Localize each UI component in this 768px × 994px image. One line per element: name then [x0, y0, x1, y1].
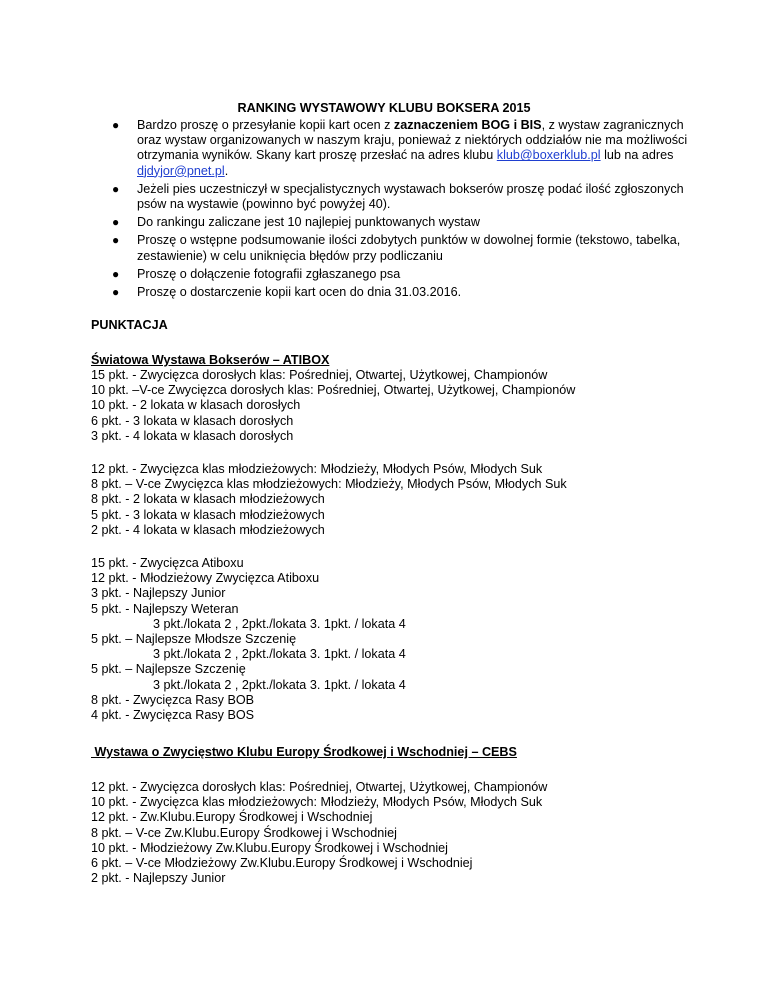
points-line: 6 pkt. – V-ce Młodzieżowy Zw.Klubu.Europy Środkowej i Wschodniej — [91, 856, 473, 871]
points-line: 10 pkt. –V-ce Zwycięzca dorosłych klas: Pośredniej, Otwartej, Użytkowej, Championów — [91, 383, 576, 398]
points-line: 8 pkt. - 2 lokata w klasach młodzieżowych — [91, 492, 325, 507]
points-line: 12 pkt. - Zwycięzca klas młodzieżowych: Młodzieży, Młodych Psów, Młodych Suk — [91, 462, 543, 476]
list-item: ● Jeżeli pies uczestniczył w specjalistycznych wystawach bokserów proszę podać ilość zgłoszonych psów na wystawie (powinno być powyżej 40). — [112, 181, 684, 212]
points-line: 3 pkt. - 4 lokata w klasach dorosłych — [91, 428, 294, 443]
list-item: ● Proszę o wstępne podsumowanie ilości zdobytych punktów w dowolnej formie (tekstowo, tabelka, zestawienie) w celu uniknięcia błędów przy podliczaniu — [112, 233, 681, 263]
bullet-icon: ● — [112, 118, 120, 132]
atibox-heading: Światowa Wystawa Bokserów – ATIBOX — [91, 353, 330, 367]
points-line: 8 pkt. – V-ce Zwycięzca klas młodzieżowych: Młodzieży, Młodych Psów, Młodych Suk — [91, 477, 567, 492]
atibox-adult-points — [91, 368, 731, 444]
points-line: 5 pkt. – Najlepsze Młodsze Szczenię — [91, 632, 297, 647]
bullet-icon: ● — [112, 233, 120, 248]
points-line: 12 pkt. - Zw.Klubu.Europy Środkowej i Wschodniej — [91, 810, 373, 825]
points-line: 4 pkt. - Zwycięzca Rasy BOS — [91, 708, 255, 723]
bullet-icon: ● — [112, 181, 120, 196]
points-line: 15 pkt. - Zwycięzca Atiboxu — [91, 556, 244, 570]
email-link-klub[interactable]: klub@boxerklub.pl — [496, 148, 601, 163]
cebs-heading: Wystawa o Zwycięstwo Klubu Europy Środkowej i Wschodniej – CEBS — [91, 745, 517, 759]
points-line: 2 pkt. - 4 lokata w klasach młodzieżowych — [91, 522, 325, 537]
points-line: 10 pkt. - Zwycięzca klas młodzieżowych: Młodzieży, Młodych Psów, Młodych Suk — [91, 795, 543, 810]
points-line: 2 pkt. - Najlepszy Junior — [91, 871, 226, 886]
instructions-list — [112, 118, 697, 303]
list-item: ● Do rankingu zaliczane jest 10 najlepiej punktowanych wystaw — [112, 215, 481, 230]
list-item: ● Proszę o dołączenie fotografii zgłaszanego psa — [112, 266, 401, 281]
points-line: 5 pkt. – Najlepsze Szczenię — [91, 662, 246, 677]
points-line: 3 pkt. - Najlepszy Junior — [91, 586, 226, 601]
list-item: ● Bardzo proszę o przesyłanie kopii kart ocen z zaznaczeniem BOG i BIS, z wystaw zagranicznych oraz wystaw organizowanych w naszym kraju, ponieważ z niektórych oddziałów nie ma możliwości otrzymania wyników. Skany kart proszę przesłać na adres klubu klub@boxerklub.pl lub na adres djdyjor@pnet.pl. — [112, 118, 688, 178]
bullet-icon: ● — [112, 285, 120, 300]
list-item: ● Proszę o dostarczenie kopii kart ocen do dnia 31.03.2016. — [112, 285, 462, 300]
document-title: RANKING WYSTAWOWY KLUBU BOKSERA 2015 — [237, 101, 531, 115]
punktacja-heading: PUNKTACJA — [91, 318, 168, 332]
bullet-icon: ● — [112, 215, 120, 230]
points-subline: 3 pkt./lokata 2 , 2pkt./lokata 3. 1pkt. / lokata 4 — [153, 677, 406, 692]
points-line: 10 pkt. - Młodzieżowy Zw.Klubu.Europy Środkowej i Wschodniej — [91, 840, 448, 855]
points-line: 5 pkt. - 3 lokata w klasach młodzieżowych — [91, 507, 325, 522]
bold-emphasis: zaznaczeniem BOG i BIS — [393, 118, 542, 132]
points-line: 8 pkt. – V-ce Zw.Klubu.Europy Środkowej i Wschodniej — [91, 825, 397, 840]
points-line: 10 pkt. - 2 lokata w klasach dorosłych — [91, 398, 301, 413]
points-line: 12 pkt. - Młodzieżowy Zwycięzca Atiboxu — [91, 571, 320, 586]
points-subline: 3 pkt./lokata 2 , 2pkt./lokata 3. 1pkt. / lokata 4 — [153, 647, 406, 662]
points-subline: 3 pkt./lokata 2 , 2pkt./lokata 3. 1pkt. / lokata 4 — [153, 616, 406, 631]
points-line: 12 pkt. - Zwycięzca dorosłych klas: Pośredniej, Otwartej, Użytkowej, Championów — [91, 780, 548, 794]
cebs-points — [91, 780, 731, 886]
atibox-youth-points — [91, 462, 731, 538]
bullet-icon: ● — [112, 266, 120, 281]
email-link-djdyjor[interactable]: djdyjor@pnet.pl — [137, 163, 225, 178]
atibox-title-points — [91, 556, 731, 723]
points-line: 5 pkt. - Najlepszy Weteran — [91, 601, 239, 616]
points-line: 8 pkt. - Zwycięzca Rasy BOB — [91, 692, 255, 707]
points-line: 15 pkt. - Zwycięzca dorosłych klas: Pośredniej, Otwartej, Użytkowej, Championów — [91, 368, 548, 382]
points-line: 6 pkt. - 3 lokata w klasach dorosłych — [91, 413, 294, 428]
